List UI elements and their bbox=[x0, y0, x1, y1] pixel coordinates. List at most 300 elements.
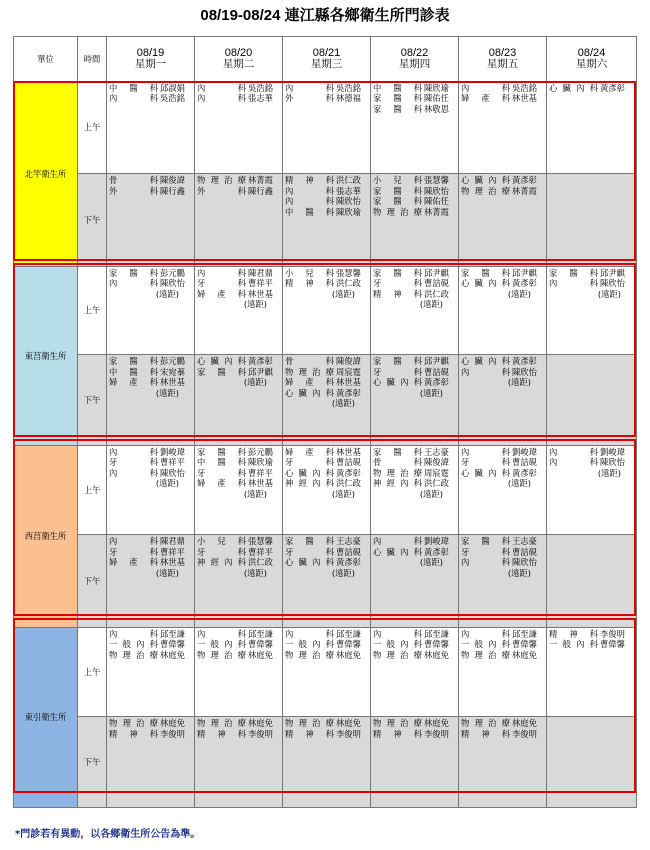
department: 內科 bbox=[285, 185, 334, 196]
department: 內科 bbox=[197, 628, 246, 639]
day-header bbox=[107, 37, 195, 82]
day-date: 08/19 bbox=[136, 47, 165, 60]
am-label: 上午 bbox=[78, 627, 107, 717]
clinic-schedule-table bbox=[13, 36, 637, 808]
clinic-entry bbox=[461, 457, 545, 468]
schedule-row-am bbox=[14, 81, 637, 174]
clinic-entry bbox=[197, 468, 281, 479]
clinic-entry bbox=[197, 83, 281, 94]
clinic-entry bbox=[373, 718, 457, 729]
doctor-name: 邱尹麒 bbox=[424, 356, 449, 367]
clinic-entry bbox=[197, 268, 281, 279]
clinic-entry bbox=[285, 547, 369, 558]
clinic-cell bbox=[547, 266, 637, 354]
doctor-name: 王志豪 bbox=[336, 536, 361, 547]
department: 心臟內科 bbox=[461, 356, 510, 367]
doctor-name: 林庭免 bbox=[336, 649, 361, 660]
doctor-name: 曹祥平 bbox=[248, 546, 273, 557]
clinic-entry bbox=[197, 547, 281, 558]
clinic-entry bbox=[197, 639, 281, 650]
doctor-name: 陳欣瑜 bbox=[336, 206, 361, 217]
department: 心臟內科 bbox=[461, 278, 510, 289]
department: 骨科 bbox=[109, 175, 158, 186]
clinic-entry bbox=[109, 278, 193, 289]
doctor-name: 林世基 bbox=[160, 377, 185, 388]
department: 牙科 bbox=[373, 278, 422, 289]
doctor-name: 陳欣怡 bbox=[512, 366, 537, 377]
clinic-entry bbox=[285, 468, 369, 479]
clinic-entry bbox=[461, 729, 545, 740]
clinic-cell bbox=[283, 174, 371, 267]
department: 中醫科 bbox=[109, 366, 158, 377]
doctor-name: 陳欣怡 bbox=[160, 278, 185, 289]
department: 物理治療 bbox=[461, 718, 510, 729]
doctor-name: 林庭免 bbox=[160, 718, 185, 729]
clinic-entry bbox=[461, 639, 545, 650]
clinic-entry bbox=[197, 93, 281, 104]
department: 內科 bbox=[109, 467, 158, 478]
footnote: *門診若有異動，以各鄉衛生所公告為準。 bbox=[15, 829, 201, 840]
department: 家醫科 bbox=[549, 267, 598, 278]
clinic-cell bbox=[195, 355, 283, 446]
clinic-entry bbox=[373, 367, 457, 378]
day-weekday: 星期二 bbox=[222, 57, 255, 70]
clinic-cell bbox=[547, 535, 637, 628]
clinic-entry bbox=[461, 278, 545, 289]
day-weekday: 星期六 bbox=[575, 57, 608, 70]
clinic-entry bbox=[461, 356, 545, 367]
doctor-name: 陳俊諱 bbox=[424, 457, 449, 468]
doctor-name: 陳君鼎 bbox=[248, 267, 273, 278]
doctor-name: 林德福 bbox=[336, 93, 361, 104]
department: 牙科 bbox=[197, 467, 246, 478]
clinic-entry bbox=[109, 268, 193, 279]
department: 一般內科 bbox=[549, 639, 598, 650]
department: 內科 bbox=[109, 93, 158, 104]
department: 神經內科 bbox=[285, 478, 334, 489]
clinic-cell bbox=[107, 266, 195, 354]
clinic-cell bbox=[195, 717, 283, 808]
schedule-row-pm bbox=[14, 717, 637, 808]
remote-note: (遠距) bbox=[243, 377, 267, 388]
clinic-entry bbox=[373, 196, 457, 207]
clinic-entry bbox=[197, 478, 281, 489]
clinic-entry bbox=[373, 639, 457, 650]
schedule-row-am bbox=[14, 627, 637, 717]
doctor-name: 張慧馨 bbox=[248, 536, 273, 547]
header-row bbox=[14, 37, 637, 82]
page-title: 08/19-08/24 連江縣各鄉衛生所門診表 bbox=[200, 7, 450, 24]
clinic-entry bbox=[197, 278, 281, 289]
clinic-cell bbox=[371, 174, 459, 267]
department: 家醫科 bbox=[373, 267, 422, 278]
department: 精神科 bbox=[197, 728, 246, 739]
doctor-name: 曹祥平 bbox=[248, 467, 273, 478]
doctor-name: 邱淑娟 bbox=[160, 82, 185, 93]
clinic-entry bbox=[461, 175, 545, 186]
doctor-name: 李俊明 bbox=[600, 628, 625, 639]
doctor-name: 張慧馨 bbox=[336, 267, 361, 278]
doctor-name: 邱至謙 bbox=[336, 628, 361, 639]
doctor-name: 彭元鵬 bbox=[248, 446, 273, 457]
doctor-name: 陳欣怡 bbox=[512, 557, 537, 568]
clinic-cell bbox=[283, 717, 371, 808]
clinic-cell bbox=[547, 355, 637, 446]
doctor-name: 曹祥平 bbox=[248, 278, 273, 289]
department: 婦產科 bbox=[285, 446, 334, 457]
department: 心臟內科 bbox=[461, 467, 510, 478]
day-header bbox=[371, 37, 459, 82]
department: 家醫科 bbox=[197, 446, 246, 457]
department: 內科 bbox=[373, 536, 422, 547]
doctor-name: 洪仁政 bbox=[424, 288, 449, 299]
clinic-entry bbox=[373, 536, 457, 547]
doctor-name: 黃彥彰 bbox=[336, 557, 361, 568]
clinic-entry bbox=[197, 557, 281, 568]
doctor-name: 林世基 bbox=[336, 446, 361, 457]
department: 內科 bbox=[109, 278, 158, 289]
doctor-name: 李俊明 bbox=[424, 728, 449, 739]
day-header bbox=[195, 37, 283, 82]
department: 物理治療 bbox=[373, 206, 422, 217]
doctor-name: 曹偉馨 bbox=[512, 639, 537, 650]
department: 家醫科 bbox=[373, 196, 422, 207]
am-label: 上午 bbox=[78, 81, 107, 174]
department: 精神科 bbox=[373, 728, 422, 739]
doctor-name: 黃彥彰 bbox=[512, 175, 537, 186]
department: 物理治療 bbox=[109, 718, 158, 729]
doctor-name: 洪仁政 bbox=[336, 478, 361, 489]
department: 內科 bbox=[285, 82, 334, 93]
doctor-name: 邱至謙 bbox=[512, 628, 537, 639]
department: 物理治療 bbox=[461, 649, 510, 660]
department: 家醫科 bbox=[109, 267, 158, 278]
clinic-entry bbox=[197, 457, 281, 468]
doctor-name: 陳俊諱 bbox=[336, 356, 361, 367]
doctor-name: 王志豪 bbox=[424, 446, 449, 457]
clinic-entry bbox=[109, 367, 193, 378]
department: 家醫科 bbox=[197, 366, 246, 377]
clinic-entry bbox=[461, 93, 545, 104]
clinic-cell bbox=[107, 81, 195, 174]
department: 內科 bbox=[461, 628, 510, 639]
clinic-cell bbox=[459, 717, 547, 808]
doctor-name: 李俊明 bbox=[248, 728, 273, 739]
day-header bbox=[283, 37, 371, 82]
clinic-entry bbox=[285, 457, 369, 468]
doctor-name: 陳欣怡 bbox=[424, 185, 449, 196]
department: 精神科 bbox=[549, 628, 598, 639]
clinic-entry bbox=[197, 356, 281, 367]
clinic-entry bbox=[109, 557, 193, 568]
clinic-entry bbox=[285, 729, 369, 740]
doctor-name: 林菁霞 bbox=[248, 175, 273, 186]
schedule-row-am bbox=[14, 445, 637, 535]
clinic-entry bbox=[197, 367, 281, 378]
doctor-name: 黃彥彰 bbox=[424, 377, 449, 388]
doctor-name: 吳浩銘 bbox=[160, 93, 185, 104]
remote-note: (遠距) bbox=[597, 288, 621, 299]
clinic-entry bbox=[197, 650, 281, 661]
doctor-name: 陳欣怡 bbox=[600, 278, 625, 289]
doctor-name: 吳浩銘 bbox=[336, 82, 361, 93]
doctor-name: 林世基 bbox=[160, 557, 185, 568]
department: 物理治療 bbox=[197, 718, 246, 729]
day-date: 08/24 bbox=[577, 47, 606, 60]
doctor-name: 劉峻瑋 bbox=[160, 446, 185, 457]
clinic-cell bbox=[547, 81, 637, 174]
clinic-entry bbox=[461, 536, 545, 547]
doctor-name: 吳浩銘 bbox=[248, 82, 273, 93]
clinic-entry bbox=[373, 478, 457, 489]
remote-note: (遠距) bbox=[243, 567, 267, 578]
clinic-entry bbox=[285, 388, 369, 399]
clinic-cell bbox=[195, 266, 283, 354]
department: 物理治療 bbox=[373, 467, 422, 478]
department: 牙科 bbox=[109, 457, 158, 468]
clinic-cell bbox=[371, 445, 459, 535]
clinic-entry bbox=[109, 377, 193, 388]
doctor-name: 陳欣怡 bbox=[600, 457, 625, 468]
department: 一般內科 bbox=[373, 639, 422, 650]
clinic-entry bbox=[285, 268, 369, 279]
day-date: 08/22 bbox=[400, 47, 429, 60]
am-label: 上午 bbox=[78, 445, 107, 535]
clinic-entry bbox=[373, 447, 457, 458]
department: 中醫科 bbox=[285, 206, 334, 217]
doctor-name: 林世基 bbox=[512, 93, 537, 104]
clinic-entry bbox=[373, 268, 457, 279]
doctor-name: 黃彥彰 bbox=[600, 82, 625, 93]
unit-name: 北竿衛生所 bbox=[14, 81, 78, 266]
department: 內科 bbox=[549, 457, 598, 468]
doctor-name: 王志豪 bbox=[512, 536, 537, 547]
department: 家醫科 bbox=[373, 356, 422, 367]
department: 精神科 bbox=[285, 728, 334, 739]
clinic-cell bbox=[195, 174, 283, 267]
clinic-entry bbox=[197, 629, 281, 640]
doctor-name: 李俊明 bbox=[336, 728, 361, 739]
department: 內科 bbox=[461, 557, 510, 568]
day-date: 08/20 bbox=[224, 47, 253, 60]
department: 一般內科 bbox=[285, 639, 334, 650]
department: 物理治療 bbox=[461, 185, 510, 196]
department: 骨科 bbox=[373, 457, 422, 468]
unit-header: 單位 bbox=[14, 37, 78, 82]
doctor-name: 林菁霞 bbox=[512, 185, 537, 196]
clinic-entry bbox=[109, 447, 193, 458]
clinic-entry bbox=[461, 367, 545, 378]
doctor-name: 黃彥彰 bbox=[424, 546, 449, 557]
department: 心臟內科 bbox=[461, 175, 510, 186]
department: 神經內科 bbox=[373, 478, 422, 489]
clinic-entry bbox=[373, 278, 457, 289]
clinic-entry bbox=[197, 447, 281, 458]
doctor-name: 曹祥平 bbox=[160, 457, 185, 468]
clinic-entry bbox=[197, 289, 281, 300]
department: 一般內科 bbox=[461, 639, 510, 650]
clinic-entry bbox=[285, 186, 369, 197]
clinic-entry bbox=[109, 650, 193, 661]
clinic-entry bbox=[461, 268, 545, 279]
doctor-name: 洪仁政 bbox=[336, 175, 361, 186]
department: 婦產科 bbox=[109, 557, 158, 568]
clinic-cell bbox=[547, 717, 637, 808]
clinic-entry bbox=[549, 278, 635, 289]
clinic-cell bbox=[107, 535, 195, 628]
doctor-name: 陳行鑫 bbox=[248, 185, 273, 196]
doctor-name: 曹詰硯 bbox=[424, 278, 449, 289]
doctor-name: 林世基 bbox=[336, 377, 361, 388]
doctor-name: 黃彥彰 bbox=[512, 467, 537, 478]
clinic-entry bbox=[285, 650, 369, 661]
clinic-entry bbox=[109, 729, 193, 740]
department: 內科 bbox=[285, 196, 334, 207]
clinic-entry bbox=[197, 718, 281, 729]
department: 內科 bbox=[197, 267, 246, 278]
clinic-entry bbox=[285, 478, 369, 489]
remote-note: (遠距) bbox=[507, 288, 531, 299]
clinic-entry bbox=[373, 547, 457, 558]
department: 內科 bbox=[285, 628, 334, 639]
pm-label: 下午 bbox=[78, 174, 107, 267]
clinic-entry bbox=[285, 447, 369, 458]
clinic-cell bbox=[283, 535, 371, 628]
department: 牙科 bbox=[197, 278, 246, 289]
department: 精神科 bbox=[373, 288, 422, 299]
clinic-entry bbox=[285, 536, 369, 547]
doctor-name: 曹偉馨 bbox=[248, 639, 273, 650]
schedule-row-pm bbox=[14, 535, 637, 628]
department: 家醫科 bbox=[461, 536, 510, 547]
department: 物理治療 bbox=[197, 649, 246, 660]
doctor-name: 周宸霆 bbox=[336, 366, 361, 377]
doctor-name: 林庭免 bbox=[424, 718, 449, 729]
doctor-name: 林庭免 bbox=[512, 718, 537, 729]
department: 外科 bbox=[109, 185, 158, 196]
remote-note: (遠距) bbox=[507, 478, 531, 489]
department: 家醫科 bbox=[373, 185, 422, 196]
doctor-name: 劉峻瑋 bbox=[424, 536, 449, 547]
clinic-entry bbox=[285, 196, 369, 207]
department: 物理治療 bbox=[373, 649, 422, 660]
department: 內科 bbox=[197, 93, 246, 104]
department: 心臟內科 bbox=[549, 82, 598, 93]
clinic-entry bbox=[461, 468, 545, 479]
clinic-entry bbox=[109, 83, 193, 94]
department: 中醫科 bbox=[109, 82, 158, 93]
doctor-name: 邱尹麒 bbox=[248, 366, 273, 377]
doctor-name: 陳俊諱 bbox=[160, 175, 185, 186]
remote-note: (遠距) bbox=[331, 567, 355, 578]
clinic-entry bbox=[373, 468, 457, 479]
clinic-cell bbox=[195, 535, 283, 628]
department: 神經內科 bbox=[197, 557, 246, 568]
clinic-cell bbox=[459, 266, 547, 354]
department: 婦產科 bbox=[197, 478, 246, 489]
doctor-name: 張志華 bbox=[336, 185, 361, 196]
department: 中醫科 bbox=[197, 457, 246, 468]
pm-label: 下午 bbox=[78, 717, 107, 808]
doctor-name: 張志華 bbox=[248, 93, 273, 104]
doctor-name: 林菁霞 bbox=[424, 206, 449, 217]
clinic-entry bbox=[373, 93, 457, 104]
department: 婦產科 bbox=[461, 93, 510, 104]
clinic-entry bbox=[461, 629, 545, 640]
department: 內科 bbox=[549, 278, 598, 289]
doctor-name: 黃彥彰 bbox=[512, 278, 537, 289]
clinic-entry bbox=[549, 629, 635, 640]
department: 牙科 bbox=[373, 366, 422, 377]
clinic-entry bbox=[285, 367, 369, 378]
day-weekday: 星期三 bbox=[310, 57, 343, 70]
doctor-name: 陳欣怡 bbox=[160, 467, 185, 478]
department: 骨科 bbox=[285, 356, 334, 367]
department: 內科 bbox=[461, 446, 510, 457]
clinic-entry bbox=[549, 457, 635, 468]
clinic-cell bbox=[195, 81, 283, 174]
department: 牙科 bbox=[285, 457, 334, 468]
department: 內科 bbox=[109, 536, 158, 547]
doctor-name: 林世基 bbox=[248, 478, 273, 489]
department: 心臟內科 bbox=[285, 467, 334, 478]
doctor-name: 林庭免 bbox=[424, 649, 449, 660]
doctor-name: 曹偉馨 bbox=[424, 639, 449, 650]
clinic-entry bbox=[285, 639, 369, 650]
department: 內科 bbox=[461, 366, 510, 377]
clinic-cell bbox=[107, 627, 195, 717]
department: 物理治療 bbox=[197, 175, 246, 186]
department: 小兒科 bbox=[285, 267, 334, 278]
doctor-name: 黃彥彰 bbox=[336, 467, 361, 478]
clinic-entry bbox=[461, 718, 545, 729]
department: 小兒科 bbox=[373, 175, 422, 186]
clinic-entry bbox=[461, 650, 545, 661]
department: 心臟內科 bbox=[197, 356, 246, 367]
doctor-name: 林庭免 bbox=[336, 718, 361, 729]
remote-note: (遠距) bbox=[155, 387, 179, 398]
doctor-name: 曹偉馨 bbox=[600, 639, 625, 650]
clinic-entry bbox=[461, 83, 545, 94]
clinic-cell bbox=[459, 81, 547, 174]
clinic-cell bbox=[371, 266, 459, 354]
doctor-name: 林庭免 bbox=[160, 649, 185, 660]
department: 婦產科 bbox=[197, 288, 246, 299]
clinic-entry bbox=[549, 268, 635, 279]
doctor-name: 黃彥彰 bbox=[336, 387, 361, 398]
department: 家醫科 bbox=[373, 446, 422, 457]
clinic-entry bbox=[109, 536, 193, 547]
clinic-cell bbox=[283, 81, 371, 174]
clinic-cell bbox=[283, 266, 371, 354]
unit-name: 東引衛生所 bbox=[14, 627, 78, 807]
clinic-entry bbox=[373, 650, 457, 661]
department: 物理治療 bbox=[285, 649, 334, 660]
department: 家醫科 bbox=[373, 103, 422, 114]
doctor-name: 曹詰硯 bbox=[424, 366, 449, 377]
doctor-name: 林庭免 bbox=[248, 649, 273, 660]
clinic-cell bbox=[547, 174, 637, 267]
clinic-entry bbox=[109, 356, 193, 367]
clinic-entry bbox=[461, 557, 545, 568]
doctor-name: 曹詰硯 bbox=[336, 546, 361, 557]
doctor-name: 陳欣瑜 bbox=[424, 82, 449, 93]
clinic-entry bbox=[373, 377, 457, 388]
clinic-entry bbox=[285, 93, 369, 104]
clinic-entry bbox=[373, 729, 457, 740]
clinic-entry bbox=[373, 289, 457, 300]
doctor-name: 吳浩銘 bbox=[512, 82, 537, 93]
